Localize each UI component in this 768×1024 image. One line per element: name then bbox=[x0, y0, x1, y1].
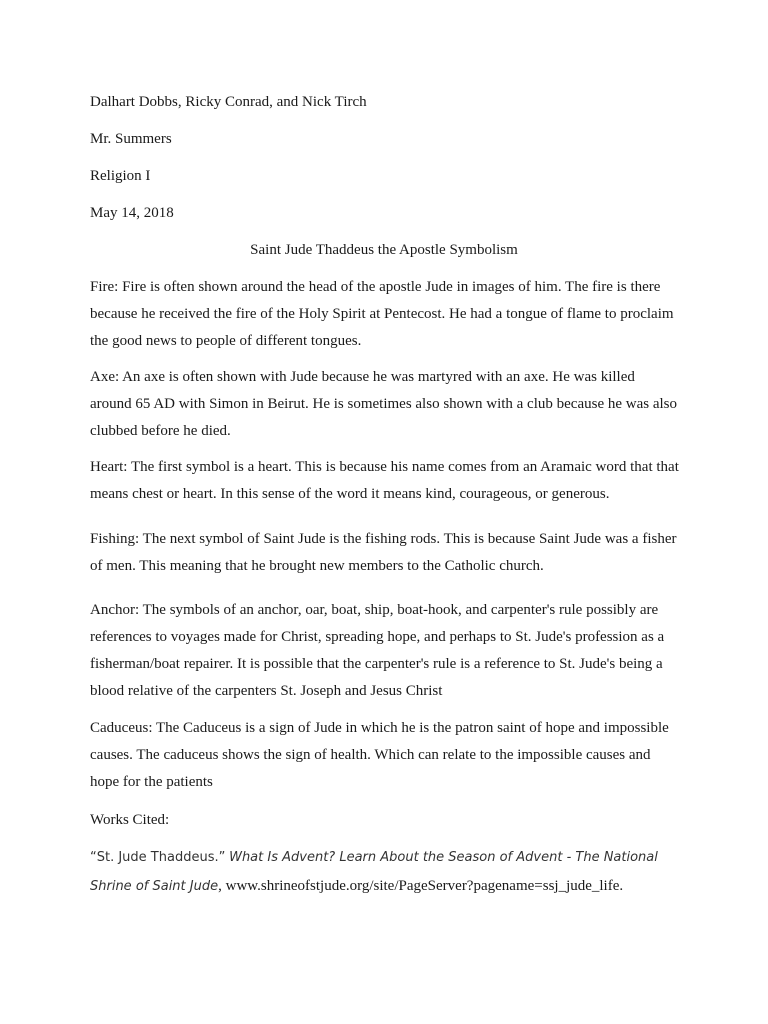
paper-date: May 14, 2018 bbox=[90, 205, 174, 221]
teacher-name: Mr. Summers bbox=[90, 131, 172, 147]
citation-url: , www.shrineofstjude.org/site/PageServer?pagename=ssj_jude_life. bbox=[218, 878, 624, 894]
citation-source: What Is Advent? Learn About the Season of Advent - The National Shrine of Saint Jude bbox=[90, 850, 658, 894]
paragraph-heart: Heart: The first symbol is a heart. This is because his name comes from an Aramaic word that that means chest or heart. In this sense of the word it means kind, courageous, or generous. bbox=[90, 459, 679, 502]
paper-title: Saint Jude Thaddeus the Apostle Symbolism bbox=[250, 242, 518, 258]
paragraph-fire: Fire: Fire is often shown around the head of the apostle Jude in images of him. The fire is there because he received the fire of the Holy Spirit at Pentecost. He had a tongue of flame to proclaim the good news to people of different tongues. bbox=[90, 279, 674, 349]
works-cited-heading: Works Cited: bbox=[90, 812, 170, 828]
author-names: Dalhart Dobbs, Ricky Conrad, and Nick Tirch bbox=[90, 94, 367, 110]
works-cited-entry bbox=[90, 843, 690, 901]
paragraph-caduceus: Caduceus: The Caduceus is a sign of Jude in which he is the patron saint of hope and impossible causes. The caduceus shows the sign of health. Which can relate to the impossible causes and hope for the patients bbox=[90, 720, 669, 790]
citation-title: “St. Jude Thaddeus.” bbox=[90, 850, 226, 865]
course-name: Religion I bbox=[90, 168, 151, 184]
paragraph-anchor: Anchor: The symbols of an anchor, oar, boat, ship, boat-hook, and carpenter's rule possibly are references to voyages made for Christ, spreading hope, and perhaps to St. Jude's profession as a fisherman/boat repairer. It is possible that the carpenter's rule is a reference to St. Jude's being a blood relative of the carpenters St. Joseph and Jesus Christ bbox=[90, 602, 665, 699]
paragraph-axe: Axe: An axe is often shown with Jude because he was martyred with an axe. He was killed around 65 AD with Simon in Beirut. He is sometimes also shown with a club because he was also clubbed before he died. bbox=[90, 369, 677, 439]
paragraph-fishing: Fishing: The next symbol of Saint Jude is the fishing rods. This is because Saint Jude was a fisher of men. This meaning that he brought new members to the Catholic church. bbox=[90, 531, 677, 574]
